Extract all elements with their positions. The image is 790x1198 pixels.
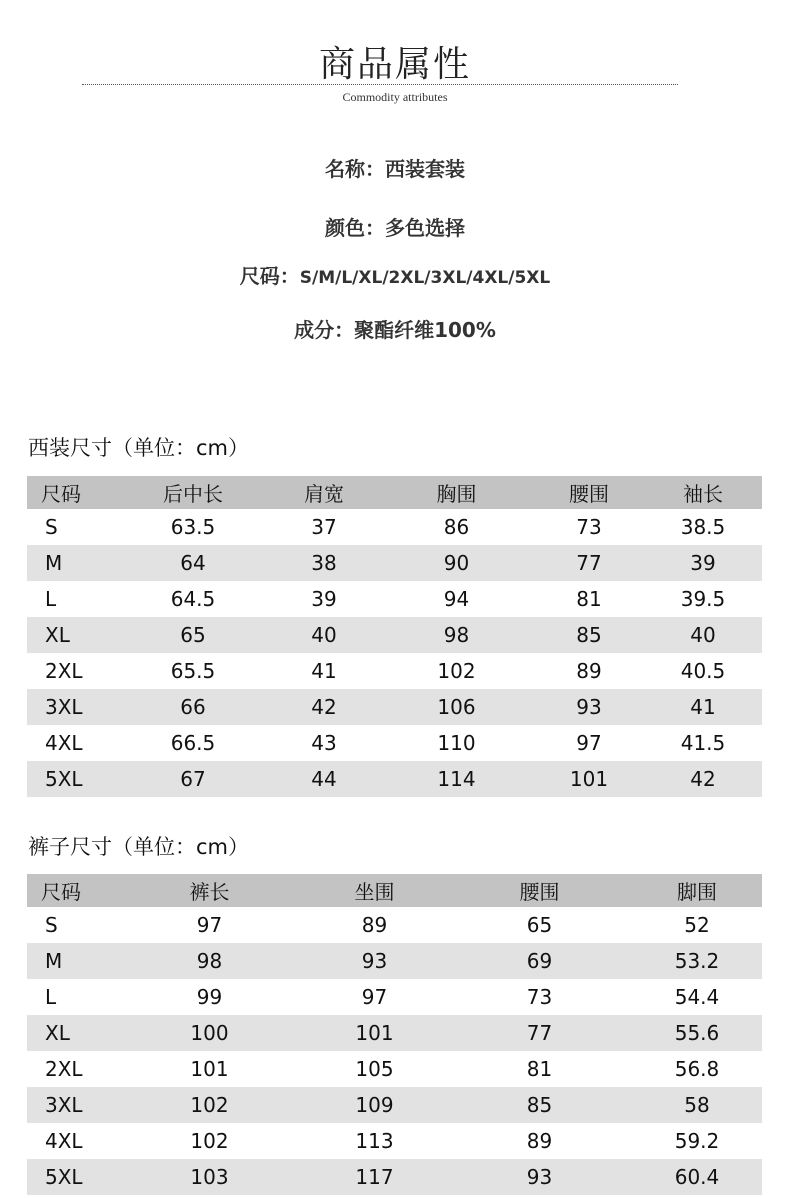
dotted-divider bbox=[82, 84, 678, 85]
table-cell: 98 bbox=[379, 617, 534, 653]
column-header: 坐围 bbox=[302, 874, 447, 907]
table-cell: 69 bbox=[447, 943, 632, 979]
column-header: 后中长 bbox=[117, 476, 269, 509]
table-row bbox=[27, 689, 762, 725]
column-header: 腰围 bbox=[534, 476, 644, 509]
table-cell: 67 bbox=[117, 761, 269, 797]
table-cell: 4XL bbox=[45, 731, 83, 755]
table-cell: 53.2 bbox=[632, 943, 762, 979]
table-cell: 40.5 bbox=[680, 659, 726, 683]
page-title: 商品属性 bbox=[318, 44, 471, 85]
table-header-row bbox=[27, 476, 762, 509]
table-cell: 64 bbox=[117, 545, 269, 581]
table-row bbox=[27, 761, 762, 797]
attr-size bbox=[0, 260, 790, 289]
attr-color bbox=[0, 212, 790, 241]
table-cell: 65 bbox=[117, 617, 269, 653]
table-cell: 41 bbox=[311, 659, 337, 683]
table-cell: M bbox=[27, 943, 117, 979]
table-cell: 39 bbox=[311, 587, 337, 611]
table-cell: 105 bbox=[355, 1057, 394, 1081]
table-cell: 81 bbox=[526, 1057, 553, 1081]
table-cell: 89 bbox=[526, 1129, 553, 1153]
table-cell: 102 bbox=[117, 1087, 302, 1123]
table-row bbox=[27, 979, 762, 1015]
table-cell: 65.5 bbox=[170, 659, 216, 683]
table-cell: 66.5 bbox=[170, 731, 216, 755]
table-header-row bbox=[27, 874, 762, 907]
attr-name-value: 西装套装 bbox=[385, 157, 465, 181]
table-row bbox=[27, 725, 762, 761]
table-cell: 2XL bbox=[45, 659, 83, 683]
table-cell: 60.4 bbox=[632, 1159, 762, 1195]
table-cell: 55.6 bbox=[632, 1015, 762, 1051]
table-cell: 64.5 bbox=[170, 587, 216, 611]
table-cell: 93 bbox=[302, 943, 447, 979]
column-header: 腰围 bbox=[447, 874, 632, 907]
table-cell: XL bbox=[27, 1015, 117, 1051]
table-row bbox=[27, 1087, 762, 1123]
table-row bbox=[27, 545, 762, 581]
attr-name-label: 名称： bbox=[325, 157, 385, 181]
pants-size-table bbox=[27, 874, 762, 1195]
table-cell: 101 bbox=[190, 1057, 229, 1081]
table-row bbox=[27, 943, 762, 979]
table-cell: 3XL bbox=[27, 689, 117, 725]
table-cell: 2XL bbox=[45, 1057, 83, 1081]
table-row bbox=[27, 1159, 762, 1195]
table-cell: 59.2 bbox=[674, 1129, 720, 1153]
table-cell: M bbox=[27, 545, 117, 581]
table-cell: 56.8 bbox=[674, 1057, 720, 1081]
table-cell: 44 bbox=[269, 761, 379, 797]
table-cell: 58 bbox=[632, 1087, 762, 1123]
column-header: 尺码 bbox=[27, 476, 117, 509]
table-cell: 73 bbox=[576, 515, 602, 539]
table-cell: 110 bbox=[437, 731, 476, 755]
table-row bbox=[27, 1015, 762, 1051]
table-cell: 101 bbox=[302, 1015, 447, 1051]
column-header: 尺码 bbox=[27, 874, 117, 907]
table-cell: 37 bbox=[311, 515, 337, 539]
attr-material-value: 聚酯纤维100% bbox=[354, 318, 496, 342]
table-cell: XL bbox=[27, 617, 117, 653]
table-cell: S bbox=[45, 913, 58, 937]
table-row bbox=[27, 653, 762, 689]
column-header: 袖长 bbox=[644, 476, 762, 509]
table-row bbox=[27, 509, 762, 545]
table-cell: 97 bbox=[576, 731, 602, 755]
table-cell: L bbox=[45, 985, 57, 1009]
table-row bbox=[27, 617, 762, 653]
table-cell: 86 bbox=[443, 515, 470, 539]
column-header: 裤长 bbox=[117, 874, 302, 907]
table-cell: 38 bbox=[269, 545, 379, 581]
table-cell: 101 bbox=[534, 761, 644, 797]
table-cell: 5XL bbox=[27, 1159, 117, 1195]
suit-size-table bbox=[27, 476, 762, 797]
table-cell: 41 bbox=[644, 689, 762, 725]
table-cell: L bbox=[45, 587, 57, 611]
table-row bbox=[27, 1051, 762, 1087]
table-row bbox=[27, 907, 762, 943]
table-cell: 113 bbox=[355, 1129, 394, 1153]
table-cell: 42 bbox=[269, 689, 379, 725]
table-cell: 103 bbox=[117, 1159, 302, 1195]
table-cell: 5XL bbox=[27, 761, 117, 797]
table-cell: 89 bbox=[576, 659, 602, 683]
attr-size-label: 尺码： bbox=[239, 264, 300, 288]
table-cell: 40 bbox=[269, 617, 379, 653]
attr-size-value: S/M/L/XL/2XL/3XL/4XL/5XL bbox=[299, 268, 551, 288]
table-cell: 41.5 bbox=[680, 731, 726, 755]
column-header: 脚围 bbox=[632, 874, 762, 907]
column-header: 胸围 bbox=[379, 476, 534, 509]
table-cell: 3XL bbox=[27, 1087, 117, 1123]
table-cell: 102 bbox=[190, 1129, 229, 1153]
table-row bbox=[27, 1123, 762, 1159]
table-cell: 73 bbox=[526, 985, 553, 1009]
table-cell: 93 bbox=[447, 1159, 632, 1195]
table-cell: 77 bbox=[534, 545, 644, 581]
table-cell: 89 bbox=[361, 913, 388, 937]
table-cell: 54.4 bbox=[674, 985, 720, 1009]
table-cell: 102 bbox=[437, 659, 476, 683]
column-header: 肩宽 bbox=[269, 476, 379, 509]
table-cell: 66 bbox=[117, 689, 269, 725]
table-cell: S bbox=[45, 515, 58, 539]
table-cell: 38.5 bbox=[680, 515, 726, 539]
table-cell: 43 bbox=[311, 731, 337, 755]
suit-table-title: 西装尺寸（单位：cm） bbox=[28, 436, 250, 460]
pants-table-title: 裤子尺寸（单位：cm） bbox=[28, 835, 250, 859]
table-cell: 109 bbox=[302, 1087, 447, 1123]
table-cell: 52 bbox=[684, 913, 710, 937]
table-cell: 85 bbox=[534, 617, 644, 653]
table-cell: 93 bbox=[534, 689, 644, 725]
table-cell: 114 bbox=[379, 761, 534, 797]
table-cell: 39 bbox=[644, 545, 762, 581]
table-cell: 4XL bbox=[45, 1129, 83, 1153]
table-cell: 97 bbox=[196, 913, 223, 937]
attr-name bbox=[0, 153, 790, 182]
table-cell: 100 bbox=[117, 1015, 302, 1051]
table-cell: 40 bbox=[644, 617, 762, 653]
table-cell: 106 bbox=[379, 689, 534, 725]
table-cell: 99 bbox=[196, 985, 223, 1009]
table-cell: 65 bbox=[526, 913, 553, 937]
table-cell: 77 bbox=[447, 1015, 632, 1051]
table-cell: 90 bbox=[379, 545, 534, 581]
table-cell: 117 bbox=[302, 1159, 447, 1195]
table-cell: 81 bbox=[576, 587, 602, 611]
table-cell: 63.5 bbox=[170, 515, 216, 539]
table-cell: 85 bbox=[447, 1087, 632, 1123]
attr-material bbox=[0, 314, 790, 343]
table-row bbox=[27, 581, 762, 617]
attr-color-value: 多色选择 bbox=[385, 216, 465, 240]
attr-material-label: 成分： bbox=[294, 318, 355, 342]
page-subtitle: Commodity attributes bbox=[342, 90, 448, 104]
table-cell: 39.5 bbox=[680, 587, 726, 611]
table-cell: 94 bbox=[443, 587, 470, 611]
table-cell: 97 bbox=[361, 985, 388, 1009]
table-cell: 98 bbox=[117, 943, 302, 979]
table-cell: 42 bbox=[644, 761, 762, 797]
attr-color-label: 颜色： bbox=[325, 216, 385, 240]
